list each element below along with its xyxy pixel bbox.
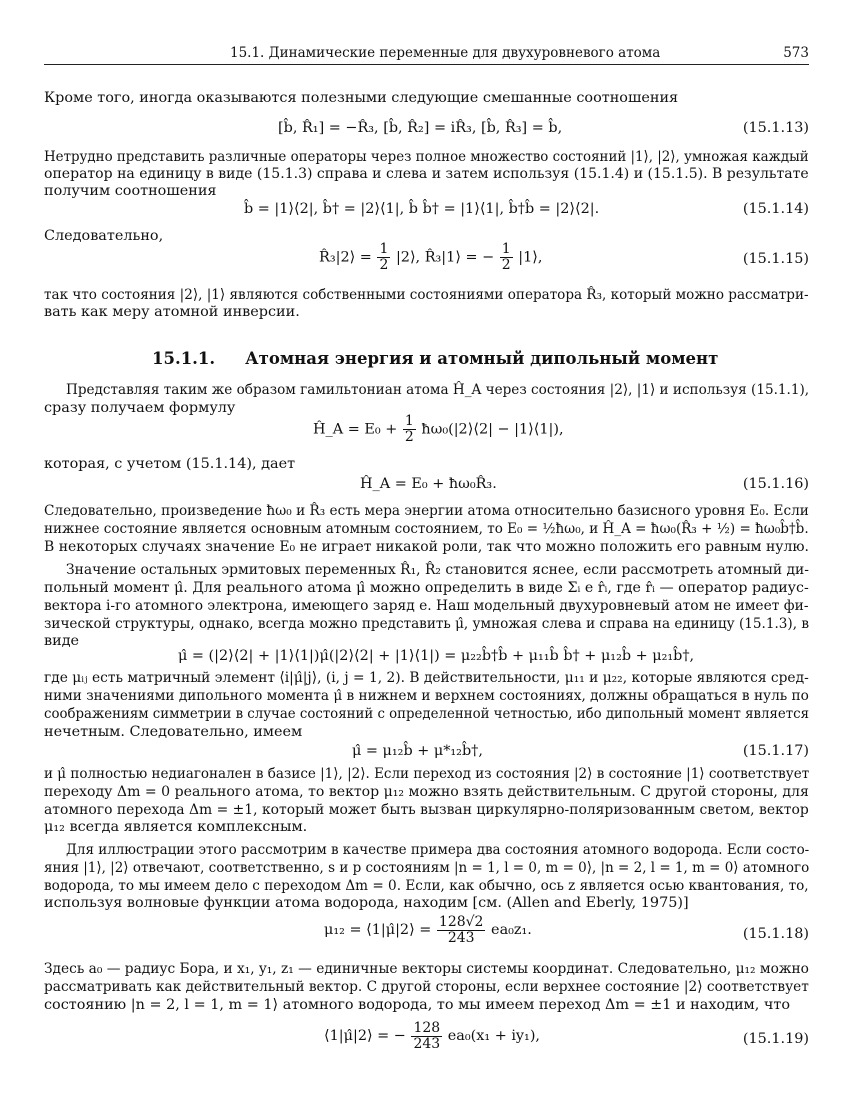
- equation-15-1-13: [b̂, R̂₁] = −R̂₃, [b̂, R̂₂] = iR̂₃, [b̂, R̂₃] = b̂,: [278, 120, 563, 136]
- fraction: [411, 1021, 442, 1052]
- denominator: 2: [404, 429, 414, 445]
- paragraph-line: и μ̂ полностью недиагонален в базисе |1⟩, |2⟩. Если переход из состояния |2⟩ в состояние |1⟩ соответствует: [44, 766, 810, 782]
- paragraph-line: Кроме того, иногда оказываются полезными следующие смешанные соотношения: [44, 90, 679, 106]
- paragraph-line: зической структуры, однако, всегда можно представить μ̂, умножая слева и справа на единицу (15.1.3), в: [44, 616, 809, 632]
- paragraph-line: польный момент μ̂. Для реального атома μ̂ можно определить в виде Σᵢ e r̂ᵢ, где r̂ᵢ — оператор радиус-: [44, 580, 809, 596]
- numerator: 1: [501, 241, 511, 257]
- fraction: [377, 242, 390, 273]
- equation-15-1-15: [319, 242, 542, 273]
- paragraph-line: μ₁₂ всегда является комплексным.: [44, 819, 308, 835]
- equation-number: (15.1.17): [742, 743, 809, 759]
- paragraph-line: так что состояния |2⟩, |1⟩ являются собственными состояниями оператора R̂₃, который можно рассматри-: [44, 287, 809, 303]
- equation-part: ea₀(x₁ + iy₁),: [447, 1028, 541, 1044]
- paragraph-line: Представляя таким же образом гамильтониан атома Ĥ_A через состояния |2⟩, |1⟩ и используя (15.1.1),: [66, 382, 810, 398]
- paragraph-line: нижнее состояние является основным атомным состоянием, то E₀ = ½ħω₀, и Ĥ_A = ħω₀(R̂₃ + ½) = ħω₀b̂†b̂.: [44, 521, 809, 537]
- subsection-number: 15.1.1.: [152, 349, 216, 368]
- equation-number: (15.1.18): [742, 926, 809, 942]
- paragraph-line: Нетрудно представить различные операторы через полное множество состояний |1⟩, |2⟩, умножая каждый: [44, 149, 809, 165]
- header-section-title: 15.1. Динамические переменные для двухуровневого атома: [230, 45, 661, 61]
- paragraph-line: соображениям симметрии в случае состояний с определенной четностью, ибо дипольный момент является: [44, 706, 810, 722]
- equation-15-1-19: [324, 1018, 540, 1054]
- paragraph-line: ними значениями дипольного момента μ̂ в нижнем и верхнем состояниях, должны обращаться в нуль по: [44, 688, 809, 704]
- fraction: [500, 242, 513, 273]
- paragraph-line: виде: [44, 633, 80, 649]
- numerator: 128√2: [438, 913, 484, 930]
- paragraph-line: состоянию |n = 2, l = 1, m = 1⟩ атомного водорода, то мы имеем переход Δm = ±1 и находим, что: [44, 997, 791, 1013]
- equation-number: (15.1.14): [742, 201, 809, 217]
- subsection-heading: [152, 349, 718, 368]
- page-number: 573: [783, 45, 809, 61]
- paragraph-line: Следовательно,: [44, 228, 164, 244]
- equation-hamiltonian: [313, 414, 564, 445]
- paragraph-line: используя волновые функции атома водорода, находим [см. (Allen and Eberly, 1975)]: [44, 895, 689, 911]
- numerator: 128: [413, 1019, 441, 1036]
- paragraph-line: оператор на единицу в виде (15.1.3) справа и слева и затем используя (15.1.4) и (15.1.5). В результате: [44, 166, 809, 182]
- equation-15-1-18: [324, 912, 532, 948]
- paragraph-line: водорода, то мы имеем дело с переходом Δm = 0. Если, как обычно, ось z является осью квантования, то,: [44, 878, 809, 894]
- equation-part: ea₀z₁.: [491, 922, 532, 938]
- equation-part: Ĥ_A = E₀ +: [313, 421, 398, 438]
- equation-part: |2⟩, R̂₃|1⟩ = −: [395, 249, 495, 266]
- paragraph-line: которая, с учетом (15.1.14), дает: [44, 456, 296, 472]
- paragraph-line: переходу Δm = 0 реального атома, то вектор μ₁₂ можно взять действительным. С другой стороны, для: [44, 784, 809, 800]
- equation-number: (15.1.13): [742, 120, 809, 136]
- equation-15-1-16: Ĥ_A = E₀ + ħω₀R̂₃.: [360, 476, 497, 492]
- fraction: [437, 915, 486, 946]
- equation-part: μ₁₂ = ⟨1|μ̂|2⟩ =: [324, 922, 432, 938]
- paragraph-line: рассматривать как действительный вектор. С другой стороны, если верхнее состояние |2⟩ соответствует: [44, 979, 809, 995]
- equation-part: |1⟩,: [518, 249, 543, 266]
- paragraph-line: вектора i-го атомного электрона, имеющего заряд e. Наш модельный двухуровневый атом не имеет фи-: [44, 598, 809, 614]
- numerator: 1: [404, 413, 414, 429]
- denominator: 243: [413, 1035, 441, 1052]
- paragraph-line: получим соотношения: [44, 183, 217, 199]
- paragraph-line: Для иллюстрации этого рассмотрим в качестве примера два состояния атомного водорода. Если состо-: [66, 842, 810, 858]
- equation-15-1-14: b̂ = |1⟩⟨2|, b̂† = |2⟩⟨1|, b̂ b̂† = |1⟩⟨1|, b̂†b̂ = |2⟩⟨2|.: [244, 201, 600, 217]
- equation-15-1-17: μ̂ = μ₁₂b̂ + μ*₁₂b̂†,: [352, 743, 483, 759]
- equation-number: (15.1.16): [742, 476, 809, 492]
- numerator: 1: [379, 241, 389, 257]
- subsection-title: Атомная энергия и атомный дипольный момент: [245, 349, 719, 368]
- equation-number: (15.1.15): [742, 251, 809, 267]
- denominator: 2: [379, 257, 389, 273]
- denominator: 243: [447, 929, 475, 946]
- paragraph-line: Здесь a₀ — радиус Бора, и x₁, y₁, z₁ — единичные векторы системы координат. Следовательно, μ₁₂ можно: [44, 961, 809, 977]
- paragraph-line: яния |1⟩, |2⟩ отвечают, соответственно, s и p состояниям |n = 1, l = 0, m = 0⟩, |n = 2, l = 1, m = 0⟩ атомного: [44, 860, 810, 876]
- equation-dipole-expansion: μ̂ = (|2⟩⟨2| + |1⟩⟨1|)μ̂(|2⟩⟨2| + |1⟩⟨1|) = μ₂₂b̂†b̂ + μ₁₁b̂ b̂† + μ₁₂b̂ + μ₂₁b̂†,: [178, 648, 695, 664]
- paragraph-line: Значение остальных эрмитовых переменных R̂₁, R̂₂ становится яснее, если рассмотреть атомный ди-: [66, 562, 809, 578]
- equation-part: ⟨1|μ̂|2⟩ = −: [324, 1028, 406, 1044]
- paragraph-line: атомного перехода Δm = ±1, который может быть вызван циркулярно-поляризованным светом, вектор: [44, 802, 809, 818]
- paragraph-line: вать как меру атомной инверсии.: [44, 304, 300, 320]
- equation-part: R̂₃|2⟩ =: [319, 249, 372, 266]
- paragraph-line: В некоторых случаях значение E₀ не играет никакой роли, так что можно положить его равным нулю.: [44, 539, 809, 555]
- paragraph-line: сразу получаем формулу: [44, 400, 236, 416]
- paragraph-line: нечетным. Следовательно, имеем: [44, 724, 303, 740]
- equation-number: (15.1.19): [742, 1031, 809, 1047]
- equation-part: ħω₀(|2⟩⟨2| − |1⟩⟨1|),: [421, 421, 564, 438]
- denominator: 2: [501, 257, 511, 273]
- paragraph-line: Следовательно, произведение ħω₀ и R̂₃ есть мера энергии атома относительно базисного уровня E₀. Если: [44, 503, 809, 519]
- fraction: [403, 414, 416, 445]
- running-header: [44, 44, 809, 65]
- paragraph-line: где μᵢⱼ есть матричный элемент ⟨i|μ̂|j⟩, (i, j = 1, 2). В действительности, μ₁₁ и μ₂₂, которые являются сред-: [44, 670, 809, 686]
